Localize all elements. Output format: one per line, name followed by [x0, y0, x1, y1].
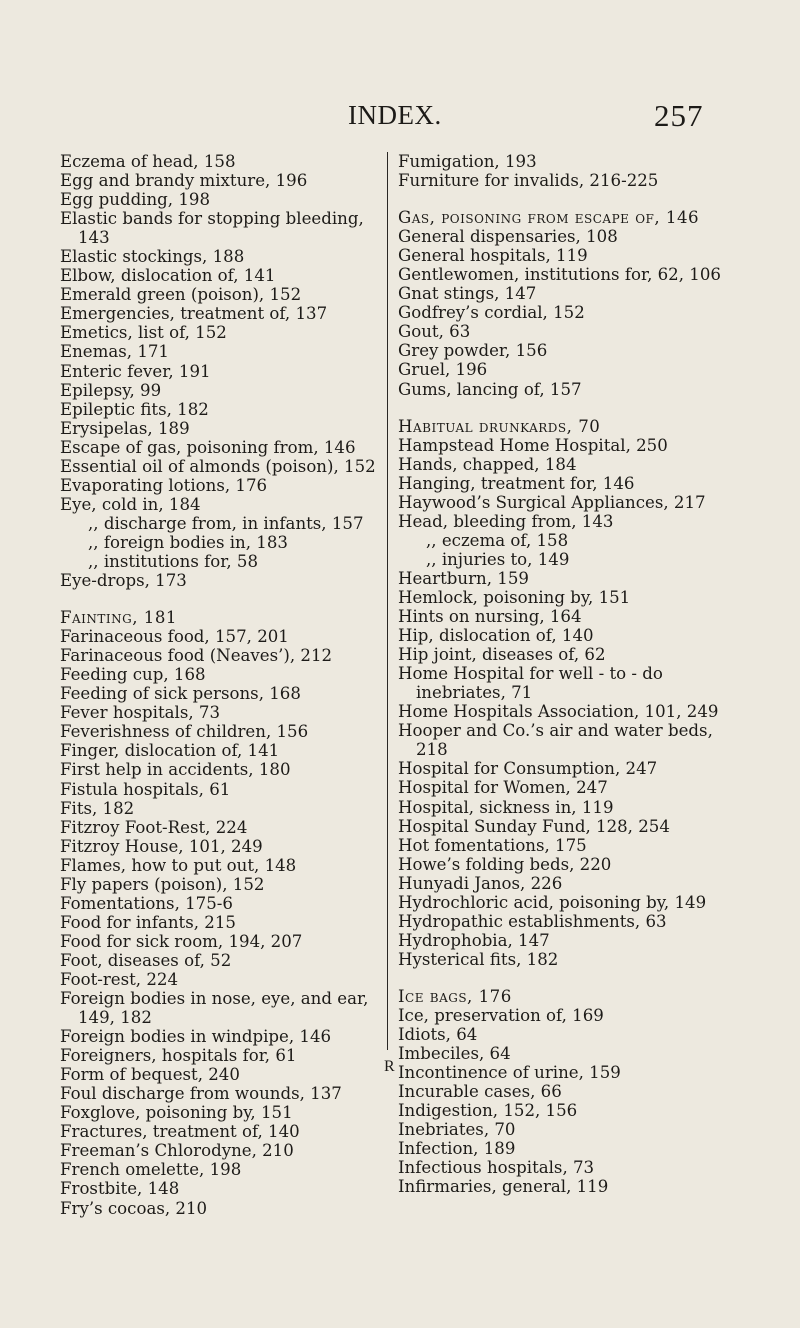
index-entry: Grey powder, 156	[398, 341, 548, 361]
index-entry: Incontinence of urine, 159	[398, 1063, 621, 1083]
index-entry: Hands, chapped, 184	[398, 454, 577, 474]
index-entry: Emergencies, treatment of, 137	[60, 304, 328, 324]
index-entry: Foreign bodies in nose, eye, and ear, 149, 182	[60, 989, 369, 1028]
index-section	[398, 987, 744, 1197]
index-entry: Hydrophobia, 147	[398, 930, 550, 950]
index-entry: Egg pudding, 198	[60, 190, 211, 210]
index-entry: Foreign bodies in windpipe, 146	[60, 1027, 332, 1047]
index-entry: Gout, 63	[398, 322, 471, 342]
index-entry: Feverishness of children, 156	[60, 722, 309, 742]
index-entry: Enemas, 171	[60, 342, 169, 362]
index-section	[60, 608, 378, 1218]
index-entry: Fitzroy Foot-Rest, 224	[60, 817, 248, 837]
index-entry: Farinaceous food, 157, 201	[60, 627, 289, 647]
index-entry: Hampstead Home Hospital, 250	[398, 435, 668, 455]
index-entry: Howe’s folding beds, 220	[398, 854, 612, 874]
index-entry: Infection, 189	[398, 1139, 516, 1159]
index-entry: Incurable cases, 66	[398, 1082, 562, 1102]
index-entry: Eye, cold in, 184	[60, 494, 201, 514]
index-entry: Infectious hospitals, 73	[398, 1158, 595, 1178]
index-entry: Godfrey’s cordial, 152	[398, 303, 585, 323]
index-entry: Elastic bands for stopping bleeding, 143	[60, 209, 364, 248]
index-entry: Hemlock, poisoning by, 151	[398, 587, 631, 607]
index-entry: Elastic stockings, 188	[60, 247, 245, 267]
index-entry: Epileptic fits, 182	[60, 399, 209, 419]
index-subentry: ,, eczema of, 158	[426, 530, 569, 550]
index-entry: Farinaceous food (Neaves’), 212	[60, 646, 333, 666]
index-entry: Foreigners, hospitals for, 61	[60, 1046, 297, 1066]
index-entry: Freeman’s Chlorodyne, 210	[60, 1141, 294, 1161]
index-entry: Fever hospitals, 73	[60, 703, 220, 723]
index-entry: Hospital Sunday Fund, 128, 254	[398, 816, 670, 836]
index-entry: Inebriates, 70	[398, 1120, 516, 1140]
index-entry: Gums, lancing of, 157	[398, 379, 582, 399]
index-subentry: ,, foreign bodies in, 183	[88, 532, 288, 552]
index-entry: Fistula hospitals, 61	[60, 779, 231, 799]
index-entry: Idiots, 64	[398, 1025, 478, 1045]
index-entry: Gentlewomen, institutions for, 62, 106	[398, 265, 721, 285]
index-entry: Ice bags, 176	[398, 986, 512, 1006]
index-entry: Feeding of sick persons, 168	[60, 684, 301, 704]
index-entry: General hospitals, 119	[398, 246, 588, 266]
index-entry: Home Hospital for well - to - do inebriates, 71	[398, 664, 663, 703]
index-entry: Fomentations, 175-6	[60, 893, 233, 913]
index-entry: Fumigation, 193	[398, 152, 537, 171]
index-section	[398, 417, 744, 969]
index-entry: Fitzroy House, 101, 249	[60, 836, 263, 856]
index-entry: Finger, dislocation of, 141	[60, 741, 280, 761]
index-entry: Elbow, dislocation of, 141	[60, 266, 276, 286]
index-entry: Hooper and Co.’s air and water beds, 218	[398, 721, 713, 760]
index-entry: Hospital for Women, 247	[398, 778, 608, 798]
index-entry: Heartburn, 159	[398, 568, 529, 588]
index-entry: Frostbite, 148	[60, 1179, 180, 1199]
index-entry: Evaporating lotions, 176	[60, 475, 268, 495]
index-section	[398, 208, 744, 398]
index-entry: Egg and brandy mixture, 196	[60, 171, 308, 191]
index-entry: Head, bleeding from, 143	[398, 511, 614, 531]
index-entry: Flames, how to put out, 148	[60, 855, 297, 875]
index-entry: Home Hospitals Association, 101, 249	[398, 702, 719, 722]
index-entry: Hunyadi Janos, 226	[398, 873, 563, 893]
running-title: INDEX.	[348, 100, 442, 130]
index-entry: Fits, 182	[60, 798, 135, 818]
index-entry: Hydrochloric acid, poisoning by, 149	[398, 892, 707, 912]
index-entry: French omelette, 198	[60, 1160, 242, 1180]
index-entry: Hospital, sickness in, 119	[398, 797, 614, 817]
index-column-right	[398, 152, 744, 1214]
index-entry: Imbeciles, 64	[398, 1044, 511, 1064]
index-subentry: ,, institutions for, 58	[88, 551, 259, 571]
index-entry: Fry’s cocoas, 210	[60, 1198, 208, 1218]
index-entry: Enteric fever, 191	[60, 361, 211, 381]
index-entry: Fainting, 181	[60, 608, 177, 628]
page-number: 257	[654, 98, 704, 133]
index-entry: Foul discharge from wounds, 137	[60, 1084, 342, 1104]
index-entry: General dispensaries, 108	[398, 227, 618, 247]
index-entry: Foxglove, poisoning by, 151	[60, 1103, 293, 1123]
index-entry: First help in accidents, 180	[60, 760, 291, 780]
index-entry: Fractures, treatment of, 140	[60, 1122, 300, 1142]
index-entry: Hip, dislocation of, 140	[398, 626, 594, 646]
index-entry: Food for sick room, 194, 207	[60, 931, 303, 951]
index-entry: Hot fomentations, 175	[398, 835, 587, 855]
index-entry: Hip joint, diseases of, 62	[398, 645, 606, 665]
index-column-left	[60, 152, 378, 1236]
index-entry: Hysterical fits, 182	[398, 949, 559, 969]
index-section	[60, 152, 378, 590]
index-entry: Form of bequest, 240	[60, 1065, 240, 1085]
index-entry: Eye-drops, 173	[60, 571, 187, 591]
signature-mark: R	[384, 1058, 395, 1075]
index-entry: Fly papers (poison), 152	[60, 874, 265, 894]
index-entry: Haywood’s Surgical Appliances, 217	[398, 492, 706, 512]
index-entry: Infirmaries, general, 119	[398, 1177, 609, 1197]
index-section	[398, 152, 744, 190]
index-entry: Essential oil of almonds (poison), 152	[60, 456, 376, 476]
index-entry: Emetics, list of, 152	[60, 323, 227, 343]
index-entry: Escape of gas, poisoning from, 146	[60, 437, 356, 457]
index-entry: Food for infants, 215	[60, 912, 236, 932]
index-entry: Eczema of head, 158	[60, 152, 236, 171]
index-subentry: ,, injuries to, 149	[426, 549, 570, 569]
index-entry: Gnat stings, 147	[398, 284, 537, 304]
index-entry: Feeding cup, 168	[60, 665, 206, 685]
index-entry: Epilepsy, 99	[60, 380, 162, 400]
index-entry: Foot, diseases of, 52	[60, 950, 232, 970]
index-entry: Gruel, 196	[398, 360, 488, 380]
index-subentry: ,, discharge from, in infants, 157	[88, 513, 364, 533]
column-divider	[387, 152, 388, 1050]
index-entry: Indigestion, 152, 156	[398, 1101, 578, 1121]
index-entry: Hanging, treatment for, 146	[398, 473, 635, 493]
index-entry: Habitual drunkards, 70	[398, 416, 601, 436]
index-entry: Hospital for Consumption, 247	[398, 759, 658, 779]
index-entry: Gas, poisoning from escape of, 146	[398, 208, 700, 228]
index-entry: Foot-rest, 224	[60, 969, 179, 989]
index-entry: Erysipelas, 189	[60, 418, 190, 438]
index-entry: Ice, preservation of, 169	[398, 1005, 604, 1025]
index-entry: Hydropathic establishments, 63	[398, 911, 667, 931]
index-entry: Furniture for invalids, 216-225	[398, 171, 659, 191]
index-entry: Hints on nursing, 164	[398, 607, 582, 627]
page-header	[0, 100, 800, 140]
index-entry: Emerald green (poison), 152	[60, 285, 302, 305]
